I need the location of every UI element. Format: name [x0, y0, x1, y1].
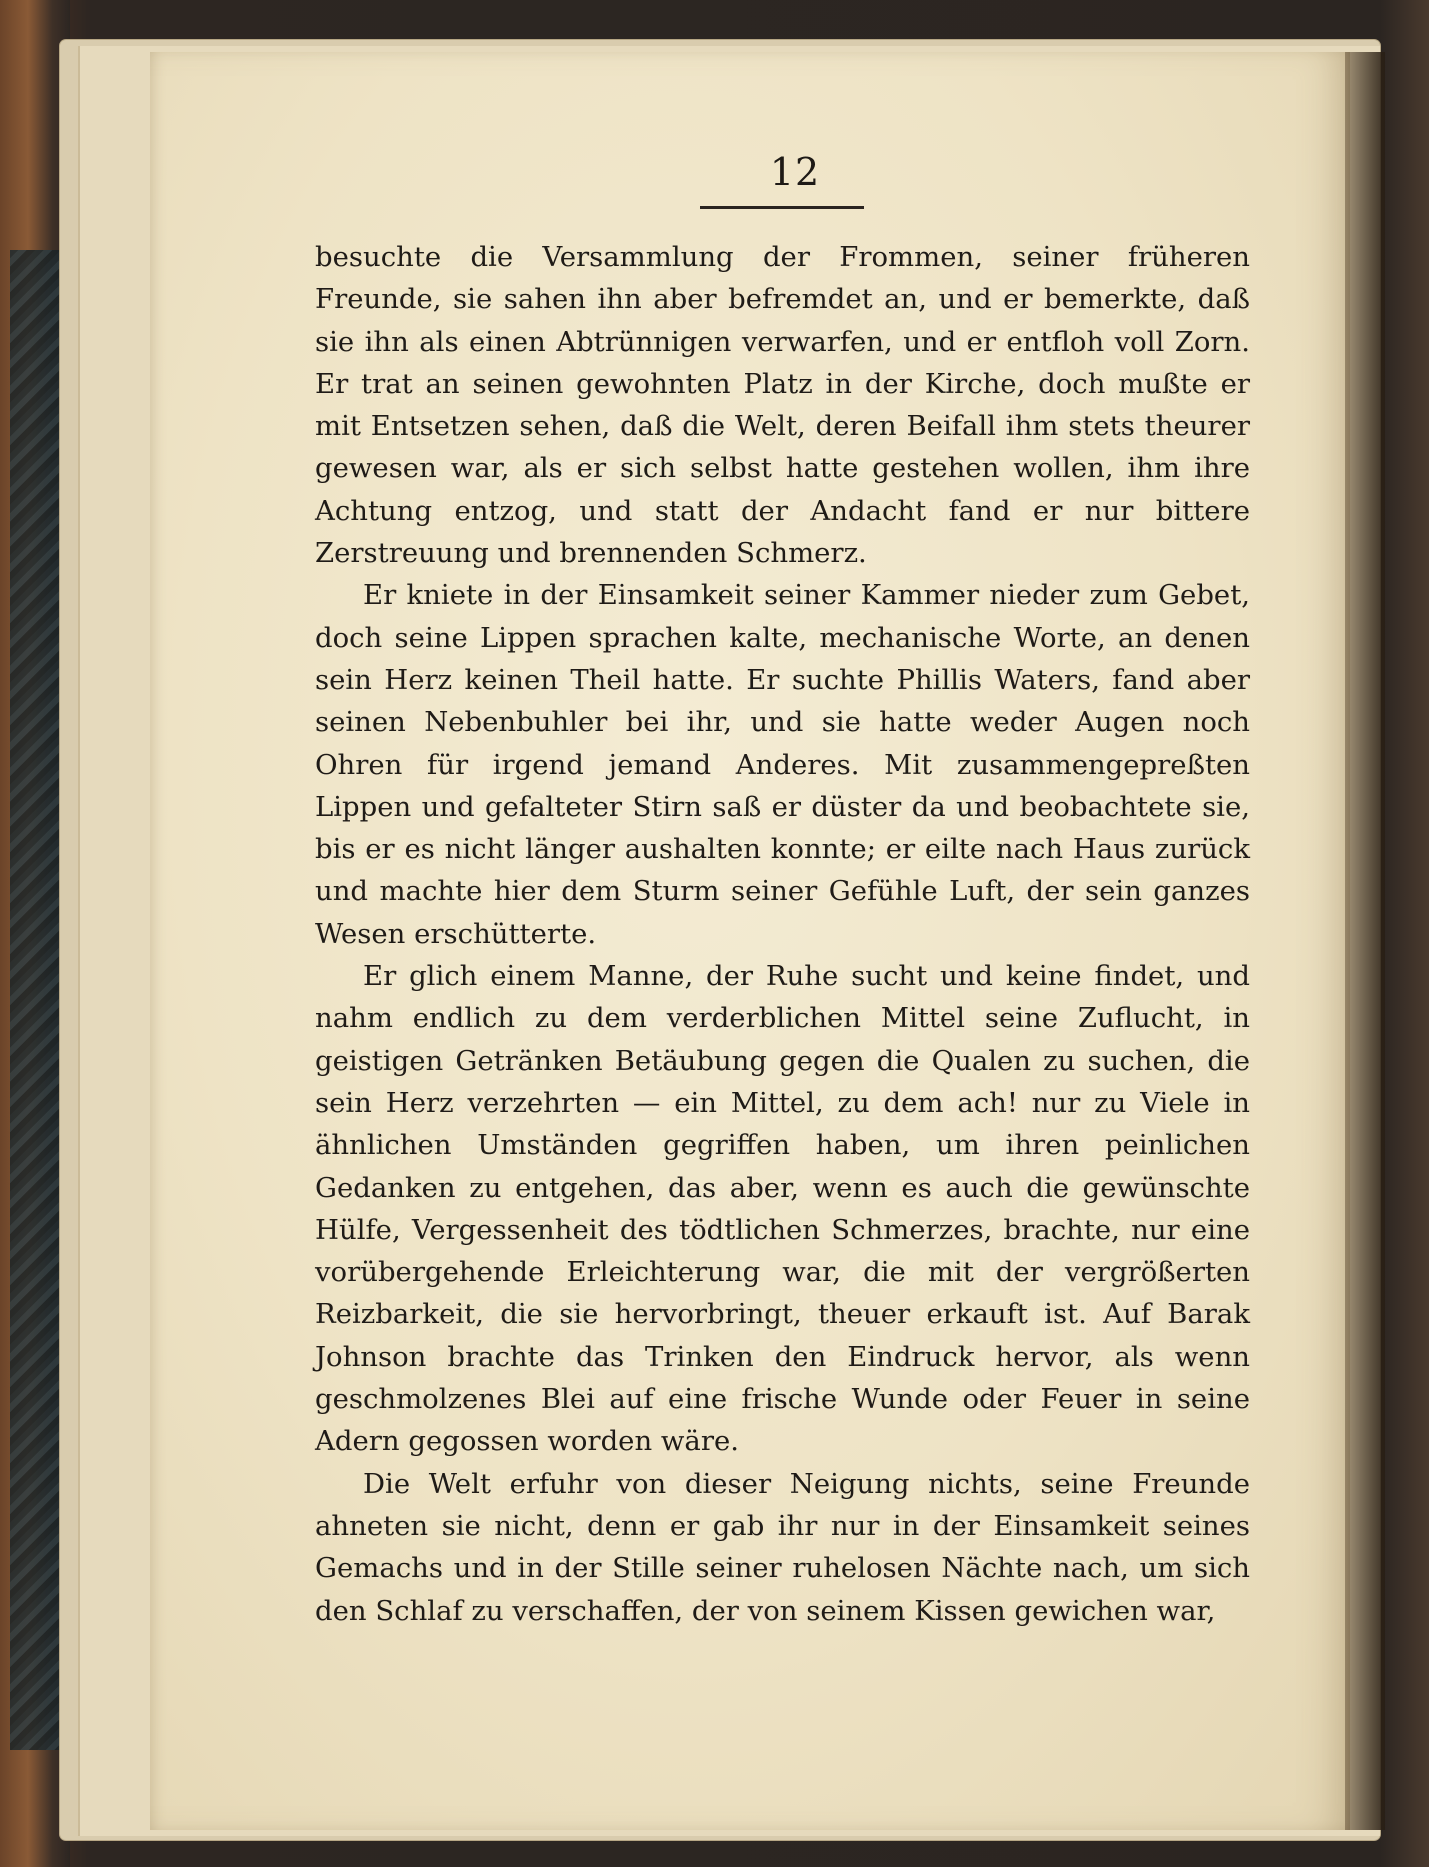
marbled-board — [10, 250, 62, 1750]
page-number: 12 — [769, 150, 821, 194]
paragraph-3: Er glich einem Manne, der Ruhe sucht und keine findet, und nahm endlich zu dem verderblichen Mittel seine Zuflucht, in geistigen Getränken Betäubung gegen die Qualen zu suchen, die sein Herz verzehrten — ein Mittel, zu dem ach! nur zu Viele in ähnlichen Umständen gegriffen haben, um ihren peinlichen Gedanken zu entgehen, das aber, wenn es auch die gewünschte Hülfe, Vergessenheit des tödtlichen Schmerzes, brachte, nur eine vorübergehende Erleichterung war, die mit der vergrößerten Reizbarkeit, die sie hervorbringt, theuer erkauft ist. Auf Barak Johnson brachte das Trinken den Eindruck hervor, als wenn geschmolzenes Blei auf eine frische Wunde oder Feuer in seine Adern gegossen worden wäre. — [315, 960, 1250, 1458]
body-text — [315, 236, 1250, 1632]
paragraph-4: Die Welt erfuhr von dieser Neigung nichts, seine Freunde ahneten sie nicht, denn er gab ihr nur in der Einsamkeit seines Gemachs und in der Stille seiner ruhelosen Nächte nach, um sich den Schlaf zu verschaffen, der von seinem Kissen gewichen war, — [315, 1467, 1250, 1627]
page-gutter — [1345, 52, 1385, 1830]
paragraph-2: Er kniete in der Einsamkeit seiner Kammer nieder zum Gebet, doch seine Lippen sprachen kalte, mechanische Worte, an denen sein Herz keinen Theil hatte. Er suchte Phillis Waters, fand aber seinen Nebenbuhler bei ihr, und sie hatte weder Augen noch Ohren für irgend jemand Anderes. Mit zusammengepreßten Lippen und gefalteter Stirn saß er düster da und beobachtete sie, bis er es nicht länger aushalten konnte; er eilte nach Haus zurück und machte hier dem Sturm seiner Gefühle Luft, der sein ganzes Wesen erschütterte. — [315, 579, 1250, 950]
header-rule — [700, 206, 864, 209]
paragraph-1: besuchte die Versammlung der Frommen, seiner früheren Freunde, sie sahen ihn aber befremdet an, und er bemerkte, daß sie ihn als einen Abtrünnigen verwarfen, und er entfloh voll Zorn. Er trat an seinen gewohnten Platz in der Kirche, doch mußte er mit Entsetzen sehen, daß die Welt, deren Beifall ihm stets theurer gewesen war, als er sich selbst hatte gestehen wollen, ihm ihre Achtung entzog, und statt der Andacht fand er nur bittere Zerstreuung und brennenden Schmerz. — [315, 241, 1250, 570]
